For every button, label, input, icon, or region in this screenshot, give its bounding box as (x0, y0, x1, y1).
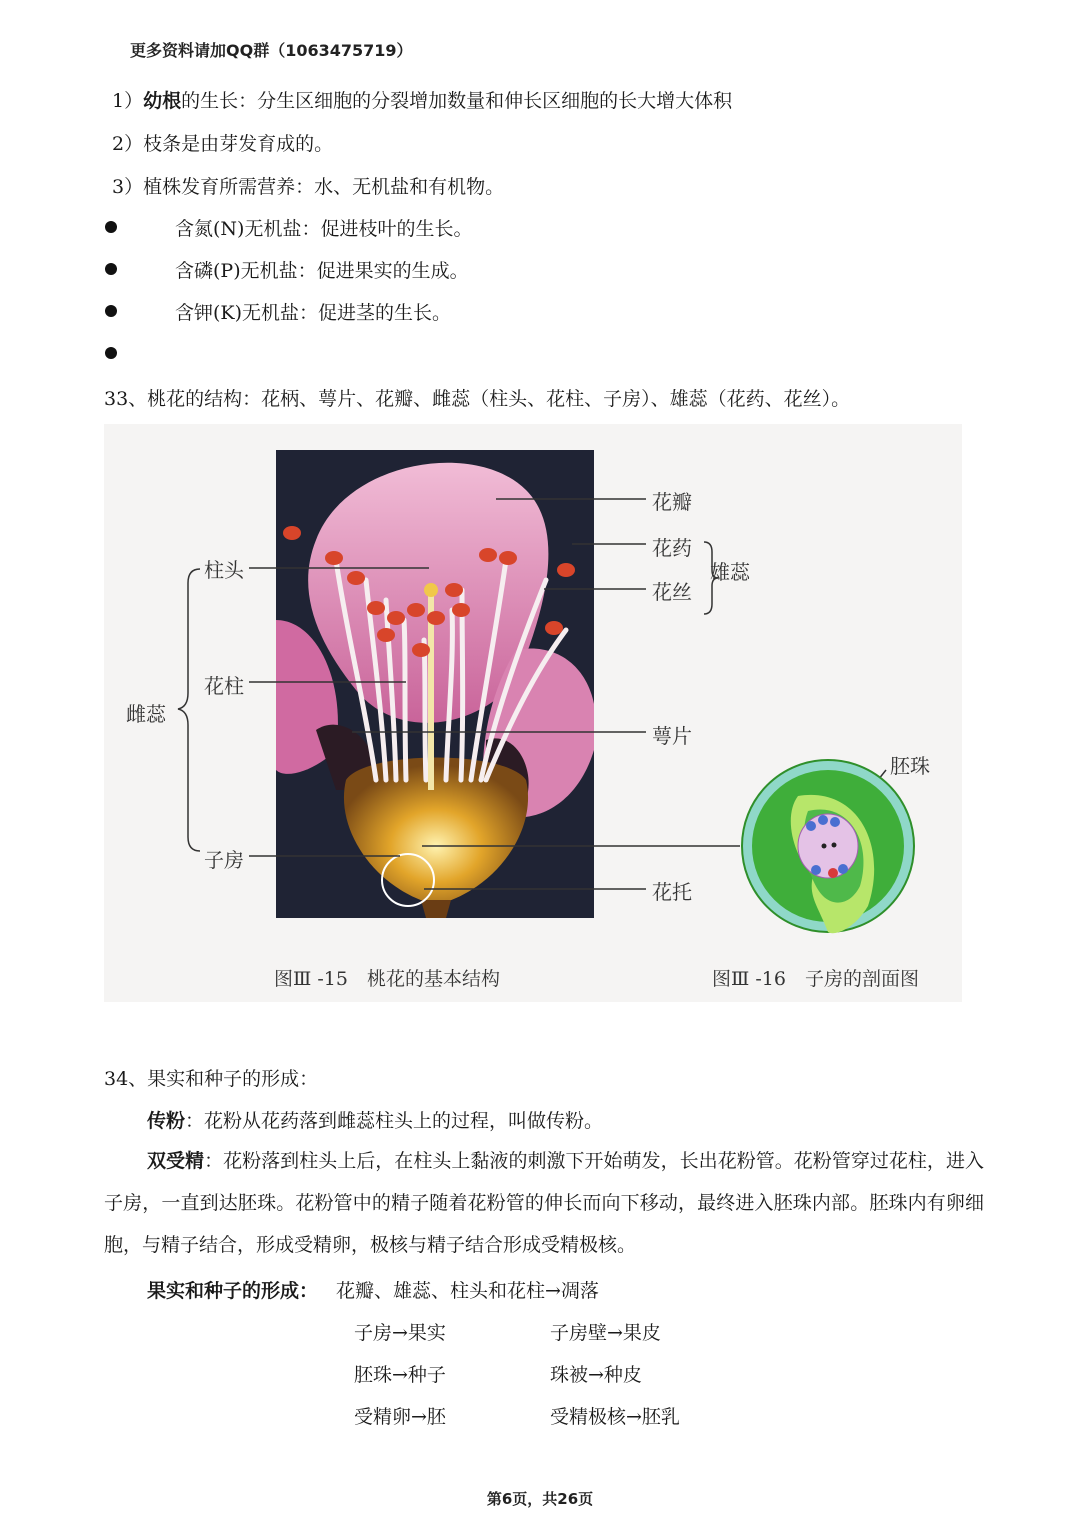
label-stamen: 雄蕊 (710, 560, 750, 584)
formation-row-3-left: 受精卵→胚 (354, 1406, 446, 1428)
formation-row-2-left: 胚珠→种子 (354, 1364, 446, 1386)
bullet-dot (105, 263, 117, 275)
formation-row-1-left: 子房→果实 (354, 1322, 446, 1344)
label-ovary: 子房 (204, 848, 244, 872)
double-fertilization-paragraph (104, 1140, 984, 1266)
item-1-number: 1） (112, 90, 144, 112)
item-1-text: 的生长：分生区细胞的分裂增加数量和伸长区细胞的长大增大体积 (181, 90, 733, 112)
label-petal: 花瓣 (652, 490, 692, 514)
pollination-term: 传粉 (147, 1110, 186, 1132)
ovary-section-diagram (738, 756, 918, 936)
item-3: 3）植株发育所需营养：水、无机盐和有机物。 (112, 176, 505, 198)
caption-figure-16: 图Ⅲ -16 子房的剖面图 (712, 968, 919, 990)
label-sepal: 萼片 (652, 724, 692, 748)
pollination-paragraph (147, 1106, 603, 1133)
bullet-item-potassium: 含钾(K)无机盐：促进茎的生长。 (175, 302, 452, 324)
bullet-dot (105, 221, 117, 233)
figure-peach-flower (104, 424, 962, 1002)
formation-row-2-right: 珠被→种皮 (550, 1364, 642, 1386)
formation-row-3-right: 受精极核→胚乳 (550, 1406, 680, 1428)
formation-first: 花瓣、雄蕊、柱头和花柱→凋落 (336, 1280, 599, 1302)
double-fertilization-term: 双受精 (147, 1150, 205, 1172)
page-footer: 第6页，共26页 (486, 1490, 594, 1508)
bullet-dot-empty (105, 347, 117, 359)
caption-figure-15: 图Ⅲ -15 桃花的基本结构 (274, 968, 500, 990)
item-1 (112, 86, 732, 113)
label-pistil: 雌蕊 (126, 702, 166, 726)
bullet-item-nitrogen: 含氮(N)无机盐：促进枝叶的生长。 (175, 218, 473, 240)
section-34-heading: 34、果实和种子的形成： (104, 1068, 319, 1090)
label-ovule: 胚珠 (890, 754, 930, 778)
section-33-heading: 33、桃花的结构：花柄、萼片、花瓣、雌蕊（柱头、花柱、子房）、雄蕊（花药、花丝）。 (104, 388, 851, 410)
label-receptacle: 花托 (652, 880, 692, 904)
formation-line (147, 1276, 599, 1303)
formation-row-1-right: 子房壁→果皮 (550, 1322, 661, 1344)
label-anther: 花药 (652, 536, 692, 560)
pollination-text: ：花粉从花药落到雌蕊柱头上的过程，叫做传粉。 (185, 1110, 604, 1132)
item-1-term: 幼根 (143, 90, 182, 112)
bullet-dot (105, 305, 117, 317)
page-header: 更多资料请加QQ群（1063475719） (130, 41, 413, 60)
bullet-item-phosphorus: 含磷(P)无机盐：促进果实的生成。 (175, 260, 469, 282)
label-filament: 花丝 (652, 580, 692, 604)
label-stigma: 柱头 (204, 558, 244, 582)
item-2: 2）枝条是由芽发育成的。 (112, 133, 334, 155)
label-style: 花柱 (204, 674, 244, 698)
double-fertilization-text: ：花粉落到柱头上后，在柱头上黏液的刺激下开始萌发，长出花粉管。花粉管穿过花柱，进入子房，一直到达胚珠。花粉管中的精子随着花粉管的伸长而向下移动，最终进入胚珠内部。胚珠内有卵细胞，与精子结合，形成受精卵，极核与精子结合形成受精极核。 (104, 1150, 984, 1256)
formation-term: 果实和种子的形成： (147, 1280, 319, 1302)
